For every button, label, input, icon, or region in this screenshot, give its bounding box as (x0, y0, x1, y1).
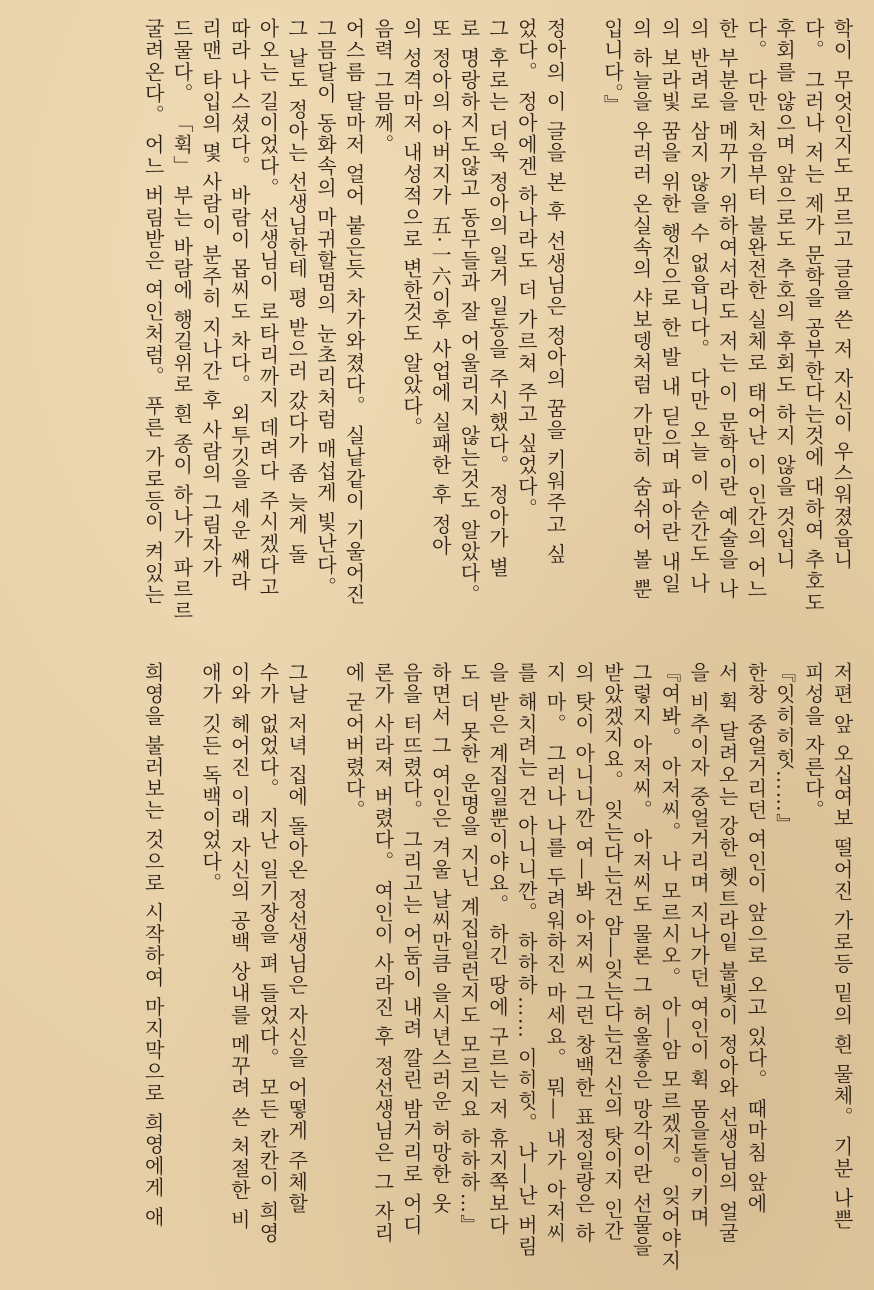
text-line: 받았겠지요。 잊는다는건 암―잊는다는건 신의 탓이지 인간 (600, 662, 625, 1242)
text-line (311, 662, 340, 1277)
text-line (569, 18, 598, 658)
text-line: 도 더 못한 운명을 지닌 계집일런지도 모르지요 하하하…』 (456, 662, 481, 1237)
text-line: 그 후로는 더욱 정아의 일거 일동을 주시했다。 정아가 별 (485, 18, 510, 579)
text-line: 지 마。 그러나 나를 두려워하진 마세요。 뭐― 내가 아저씨 (542, 662, 567, 1245)
text-line: 따라 나스셨다。 바람이 몹씨도 차다。 외투깃을 세운 쌔라 (227, 18, 252, 593)
text-line: 그날 저녁 집에 돌아온 정선생님은 자신을 어떻게 주체할 (284, 662, 309, 1215)
text-line: 의 보라빛 꿈을 위한 행진으로 한 발 내 딛으며 파아란 내일 (657, 18, 682, 595)
text-line: 음을 터뜨렸다。 그리고는 어둠이 내려 깔린 밤거리로 어디 (399, 662, 424, 1237)
text-line: 아오는 길이었다。 선생님이 로타리까지 데려다 주시겠다고 (255, 18, 280, 598)
text-line: 희영을 불러보는 것으로 시작하여 마지막으로 희영에게 애 (141, 662, 166, 1229)
text-line: 학이 무엇인지도 모르고 글을 쓴 저 자신이 우스워졌읍니 (830, 18, 854, 571)
text-line: 『잇히히힛……』 (772, 662, 797, 835)
text-line: 를 해치려는 건 아니니깐。 하하하…… 이히힛。 나―난 버림 (514, 662, 539, 1258)
text-line: 그믐달이 동화속의 마귀할멈의 눈초리처럼 매섭게 빛난다。 (313, 18, 338, 598)
text-line: 서 휙 달려오는 강한 헷트라잍 불빛이 정아와 선생님의 얼굴 (715, 662, 740, 1245)
upper-text-block (14, 18, 856, 658)
text-line: 피성을 자른다。 (801, 662, 826, 822)
text-line: 로 명랑하지도않고 동무들과 잘 어울리지 않는것도 알았다。 (456, 18, 481, 606)
text-line: 었다。 정아에겐 하나라도 더 가르쳐 주고 싶었다。 (514, 18, 539, 520)
text-line: 한 부분을 메꾸기 위하여서라도 저는 이 문학이란 예술을 나 (715, 18, 740, 601)
text-line (167, 662, 196, 1277)
text-line: 어스름 달마저 얼어 붙은듯 차가와졌다。 실낱같이 기울어진 (342, 18, 367, 606)
text-line: 수가 없었다。 지난 일기장을 펴 들었다。 모든 칸칸이 희영 (255, 662, 280, 1245)
text-line: 의 탓이 아니니깐 여―봐 아저씨 그런 창백한 표정일랑은 하 (571, 662, 596, 1245)
text-line: 리맨 타입의 몇 사람이 분주히 지나간 후 사람의 그림자가 (198, 18, 223, 579)
text-line: 하면서 그 여인은 겨울 날씨만큼 을시년스러운 허망한 웃 (428, 662, 453, 1215)
text-line: 저편 앞 오십여보 떨어진 가로등 밑의 흰 물체。 기분 나쁜 (830, 662, 854, 1231)
text-line: 드물다。 「휙」 부는 바람에 행길위로 흰 종이 하나가 파르르 (169, 18, 194, 622)
text-line: 을 받은 계집일뿐이야요。 하긴 땅에 구르는 저 휴지쪽보다 (485, 662, 510, 1237)
text-line: 애가 깃든 독백이었다。 (198, 662, 223, 894)
text-line: 의 하늘을 우러러 온실속의 샤보뎅처럼 가만히 숨쉬어 볼 뿐 (629, 18, 654, 601)
text-line: 론가 사라져 버렸다。 여인이 사라진 후 정선생님은 그 자리 (370, 662, 395, 1245)
text-line: 다。 그러나 저는 제가 문학을 공부한다는것에 대하여 추호도 (801, 18, 826, 614)
text-line: 『여봐。 아저씨。 나 모르시오。 아―암 모르겠지。 잊어야지 (657, 662, 682, 1272)
lower-text-block (14, 662, 856, 1277)
text-line: 이와 헤어진 이래 자신의 공백 상내를 메꾸려 쓴 처절한 비 (227, 662, 252, 1231)
text-line: 의 반려로 삼지 않을 수 없읍니다。 다만 오늘 이 순간도 나 (686, 18, 711, 595)
text-line: 을 비추이자 중얼거리며 지나가던 여인이 휙 몸을돌이키며 (686, 662, 711, 1229)
text-line: 음력 그믐께。 (370, 18, 395, 156)
text-line: 에 굳어버렸다。 (342, 662, 367, 822)
text-line: 의 성격마저 내성적으로 변한것도 알았다。 (399, 18, 424, 439)
text-line: 그 날도 정아는 선생님한테 평 받으러 갔다가 좀 늦게 돌 (284, 18, 309, 565)
text-line: 입니다。』 (600, 18, 625, 116)
text-line: 굴려온다。 어느 버림받은 여인처럼。 푸른 가로등이 켜있는 (141, 18, 166, 606)
text-line: 다。 다만 처음부터 불완전한 실체로 태어난 이 인간의 어느 (743, 18, 768, 601)
text-line: 또 정아의 아버지가 五·一六이후 사업에 실패한 후 정아 (428, 18, 453, 557)
text-line: 그렇지 아저씨。 아저씨도 물론 그 허울좋은 망각이란 선물을 (629, 662, 654, 1258)
text-line: 한창 중얼거리던 여인이 앞으로 오고 있다。 때마침 앞에 (743, 662, 768, 1215)
text-line: 정아의 이 글을 본 후 선생님은 정아의 꿈을 키워주고 싶 (542, 18, 567, 565)
text-line: 후회를 않으며 앞으로도 추호의 후회도 하지 않을 것입니 (772, 18, 797, 571)
